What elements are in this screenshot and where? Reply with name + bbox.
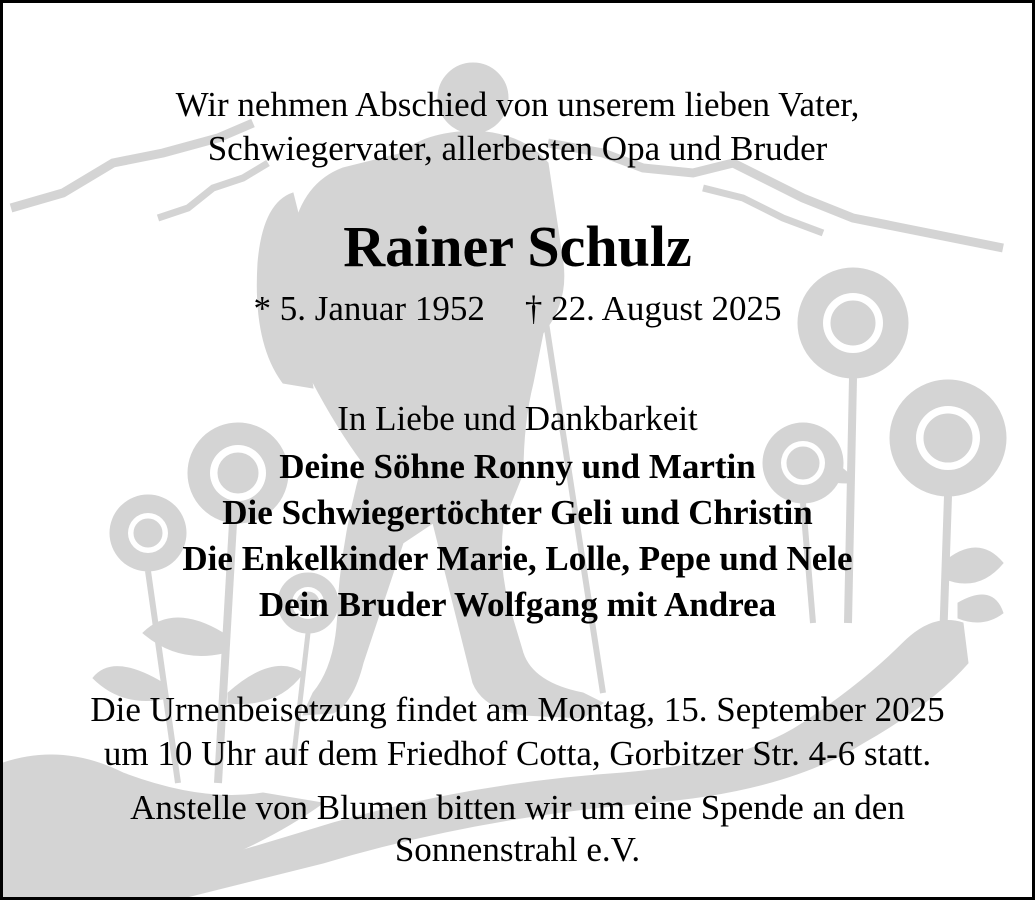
notice-text: [3, 3, 1035, 900]
deceased-name: Rainer Schulz: [343, 214, 692, 279]
family-line-grandchildren: Die Enkelkinder Marie, Lolle, Pepe und Nele: [182, 539, 853, 578]
funeral-line-2: um 10 Uhr auf dem Friedhof Cotta, Gorbitzer Str. 4-6 statt.: [103, 734, 932, 773]
family-line-daughters-in-law: Die Schwiegertöchter Geli und Christin: [222, 493, 813, 532]
funeral-line-1: Die Urnenbeisetzung findet am Montag, 15. September 2025: [90, 690, 945, 729]
donation-line-2: Sonnenstrahl e.V.: [394, 830, 641, 869]
family-line-brother: Dein Bruder Wolfgang mit Andrea: [258, 585, 777, 624]
donation-line-1: Anstelle von Blumen bitten wir um eine Spende an den: [130, 788, 905, 827]
family-line-sons: Deine Söhne Ronny und Martin: [279, 447, 756, 486]
birth-date: * 5. Januar 1952: [253, 289, 485, 328]
intro-line-1: Wir nehmen Abschied von unserem lieben Vater,: [175, 85, 860, 124]
life-dates: [3, 289, 1032, 329]
mourning-intro: In Liebe und Dankbarkeit: [337, 399, 698, 438]
death-date: † 22. August 2025: [524, 289, 782, 328]
intro-line-2: Schwiegervater, allerbesten Opa und Bruder: [207, 129, 828, 168]
